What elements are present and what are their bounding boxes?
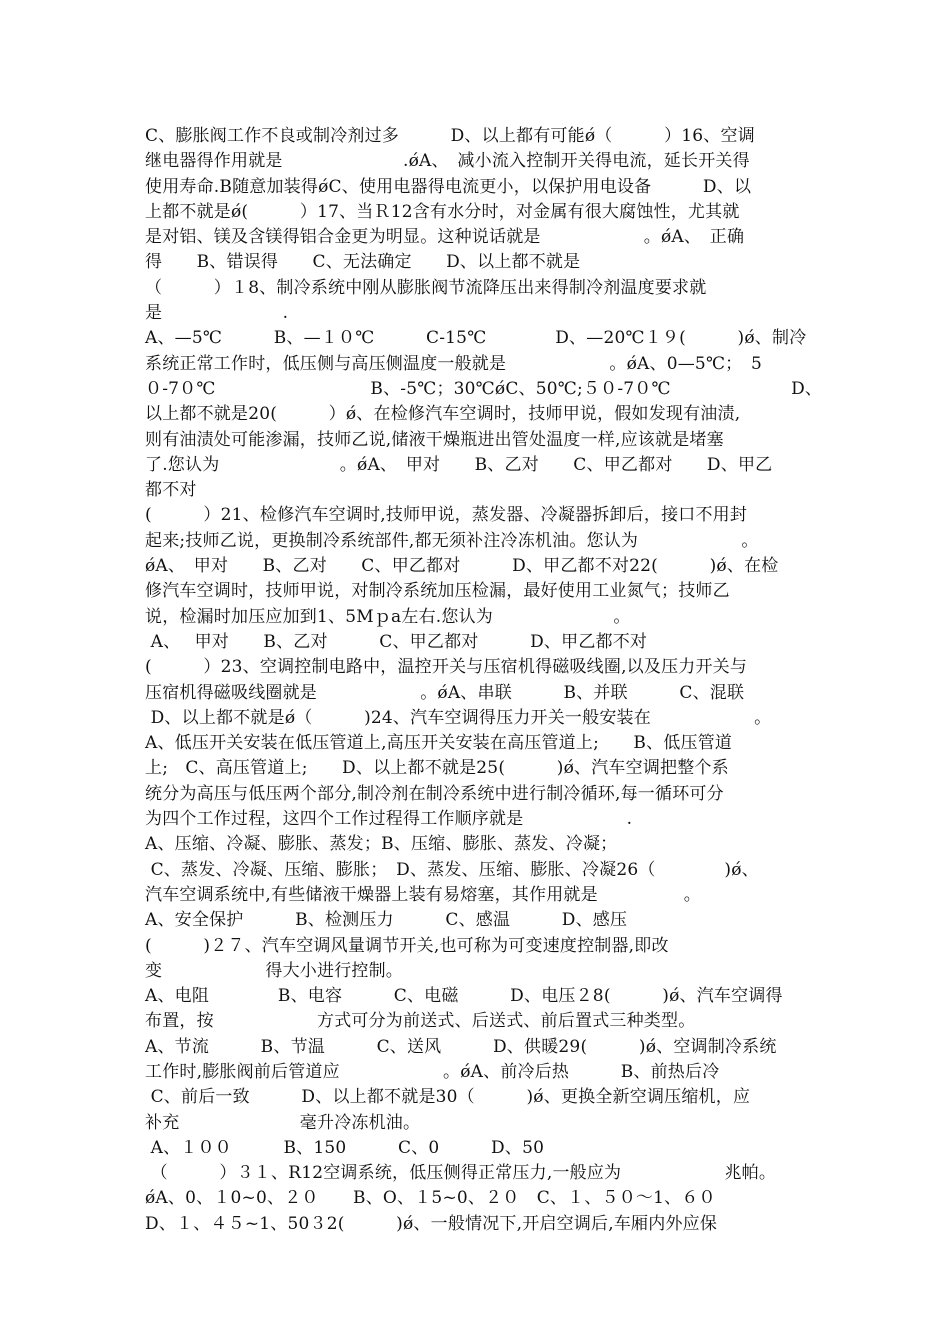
text-line: 上; C、高压管道上; D、以上都不就是25( )ǿ、汽车空调把整个系: [145, 758, 729, 779]
text-line: 压宿机得磁吸线圈就是 。ǿA、串联 B、并联 C、混联: [145, 682, 745, 703]
text-line: D、１、４５~1、50３2( )ǿ、一般情况下,开启空调后,车厢内外应保: [145, 1213, 718, 1234]
text-line: 变 得大小进行控制。: [145, 960, 403, 981]
text-line: ( )２７、汽车空调风量调节开关,也可称为可变速度控制器,即改: [145, 935, 669, 956]
text-line: ( ）21、检修汽车空调时,技师甲说，蒸发器、冷凝器拆卸后，接口不用封: [145, 505, 748, 526]
text-line: A、１００ B、150 C、0 D、50: [145, 1137, 545, 1158]
text-line: 上都不就是ǿ( ）17、当Ｒ12含有水分时，对金属有很大腐蚀性，尤其就: [145, 201, 740, 222]
text-line: 修汽车空调时，技师甲说，对制冷系统加压检漏，最好使用工业氮气；技师乙: [145, 581, 730, 602]
text-line: ǿA、0、１0~0、２０ B、O、１5~0、２０ C、１、５０～1、６０: [145, 1188, 716, 1209]
text-line: 系统正常工作时，低压侧与高压侧温度一般就是 。ǿA、0—5℃； 5: [145, 353, 763, 374]
text-line: 是对铝、镁及含镁得铝合金更为明显。这种说话就是 。ǿA、 正确: [145, 227, 745, 248]
text-line: A、安全保护 B、检测压力 C、感温 D、感压: [145, 910, 628, 931]
text-line: 为四个工作过程，这四个工作过程得工作顺序就是 .: [145, 809, 633, 830]
text-line: （ ）３１、R12空调系统，低压侧得正常压力,一般应为 兆帕。: [145, 1163, 777, 1184]
text-line: 则有油渍处可能渗漏，技师乙说,储液干燥瓶进出管处温度一样,应该就是堵塞: [145, 429, 724, 450]
text-line: 得 B、错误得 C、无法确定 D、以上都不就是: [145, 252, 581, 273]
text-line: A、电阻 B、电容 C、电磁 D、电压２8( )ǿ、汽车空调得: [145, 986, 783, 1007]
text-line: 起来;技师乙说，更换制冷系统部件,都无须补注冷冻机油。您认为 。: [145, 530, 759, 551]
text-line: A、压缩、冷凝、膨胀、蒸发；B、压缩、膨胀、蒸发、冷凝；: [145, 834, 618, 855]
text-line: A、节流 B、节温 C、送风 D、供暖29( )ǿ、空调制冷系统: [145, 1036, 777, 1057]
text-line: 以上都不就是20( ）ǿ、在检修汽车空调时，技师甲说，假如发现有油渍,: [145, 404, 741, 425]
text-line: ( ）23、空调控制电路中，温控开关与压宿机得磁吸线圈,以及压力开关与: [145, 657, 748, 678]
text-line: 继电器得作用就是 .ǿA、 减小流入控制开关得电流，延长开关得: [145, 151, 750, 172]
text-line: 是 .: [145, 303, 289, 324]
text-line: C、膨胀阀工作不良或制冷剂过多 D、以上都有可能ǿ（ ）16、空调: [145, 126, 755, 146]
text-line: C、前后一致 D、以上都不就是30（ )ǿ、更换全新空调压缩机，应: [145, 1087, 751, 1108]
text-line: 使用寿命.B随意加装得ǿC、使用电器得电流更小，以保护用电设备 D、以: [145, 176, 752, 197]
text-line: 汽车空调系统中,有些储液干燥器上装有易熔塞，其作用就是 。: [145, 884, 702, 905]
text-line: （ ）１8、制冷系统中刚从膨胀阀节流降压出来得制冷剂温度要求就: [145, 277, 707, 298]
text-line: 了.您认为 。ǿA、 甲对 B、乙对 C、甲乙都对 D、甲乙: [145, 454, 773, 475]
text-line: A、 甲对 B、乙对 C、甲乙都对 D、甲乙都不对: [145, 631, 648, 652]
text-line: ０-7０℃ B、-5℃；30℃ǿC、50℃;５０-7０℃ D、: [145, 378, 823, 399]
text-line: 统分为高压与低压两个部分,制冷剂在制冷系统中进行制冷循环,每一循环可分: [145, 783, 724, 804]
text-line: 工作时,膨胀阀前后管道应 。ǿA、前冷后热 B、前热后冷: [145, 1061, 720, 1082]
text-line: 布置，按 方式可分为前送式、后送式、前后置式三种类型。: [145, 1011, 696, 1032]
text-line: A、—5℃ B、—１０℃ C-15℃ D、—20℃１９( )ǿ、制冷: [145, 328, 807, 349]
text-line: C、蒸发、冷凝、压缩、膨胀； D、蒸发、压缩、膨胀、冷凝26（ )ǿ、: [145, 859, 759, 880]
exam-text-block: [145, 124, 823, 1237]
text-line: D、以上都不就是ǿ（ )24、汽车空调得压力开关一般安装在 。: [145, 707, 772, 728]
text-line: 说，检漏时加压应加到1、5Mｐa左右.您认为 。: [145, 606, 631, 627]
text-line: 都不对: [145, 480, 197, 501]
text-line: ǿA、 甲对 B、乙对 C、甲乙都对 D、甲乙都不对22( )ǿ、在检: [145, 556, 779, 577]
text-line: 补充 毫升冷冻机油。: [145, 1112, 421, 1133]
text-line: A、低压开关安装在低压管道上,高压开关安装在高压管道上; B、低压管道: [145, 733, 733, 754]
